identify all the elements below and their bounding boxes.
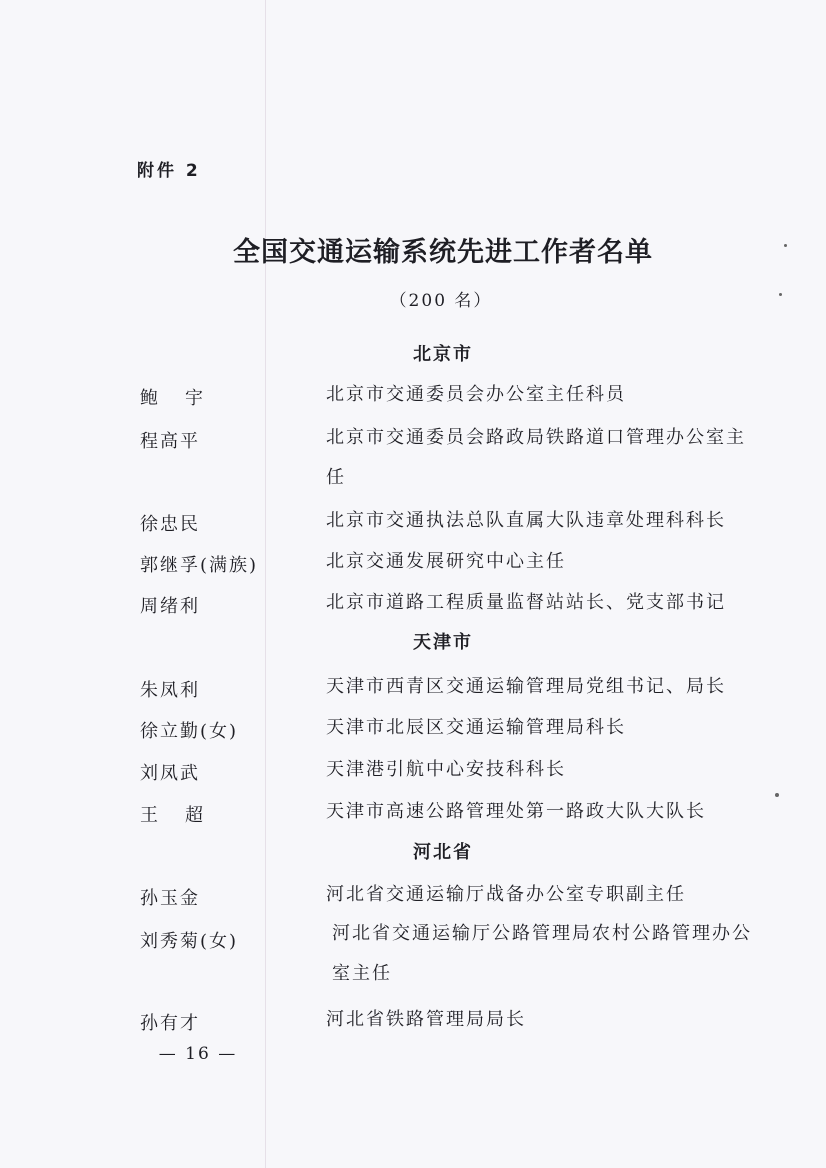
scan-speck — [779, 293, 782, 296]
person-name: 朱凤利 — [140, 680, 200, 701]
attachment-label: 附件 2 — [137, 161, 201, 181]
person-position: 北京市交通委员会路政局铁路道口管理办公室主任 — [326, 427, 746, 488]
person-position: 河北省交通运输厅公路管理局农村公路管理办公室主任 — [332, 923, 752, 984]
person-position: 天津市北辰区交通运输管理局科长 — [326, 717, 626, 738]
person-name: 徐忠民 — [140, 514, 200, 535]
page-fold-line — [265, 0, 266, 1168]
honoree-count: （200 名） — [389, 291, 493, 311]
section-heading-hebei: 河北省 — [413, 842, 473, 863]
person-position: 河北省铁路管理局局长 — [326, 1009, 526, 1030]
page-number: — 16 — — [158, 1044, 238, 1064]
person-name: 程高平 — [140, 431, 200, 452]
person-position: 北京市交通委员会办公室主任科员 — [326, 384, 626, 405]
person-position: 北京市道路工程质量监督站站长、党支部书记 — [326, 592, 726, 613]
person-name: 孙有才 — [140, 1013, 200, 1034]
person-name: 孙玉金 — [140, 888, 200, 909]
person-position: 北京交通发展研究中心主任 — [326, 551, 566, 572]
person-name: 郭继孚(满族) — [140, 555, 259, 576]
person-name: 王超 — [140, 805, 230, 826]
person-name: 鲍宇 — [140, 388, 230, 409]
scan-speck — [784, 244, 787, 247]
section-heading-beijing: 北京市 — [413, 344, 473, 365]
person-name: 刘秀菊(女) — [140, 931, 239, 952]
person-position: 河北省交通运输厅战备办公室专职副主任 — [326, 884, 686, 905]
scan-speck — [775, 793, 779, 797]
person-name: 周绪利 — [140, 596, 200, 617]
document-title: 全国交通运输系统先进工作者名单 — [233, 237, 653, 268]
person-position: 北京市交通执法总队直属大队违章处理科科长 — [326, 510, 726, 531]
person-name: 刘凤武 — [140, 763, 200, 784]
person-position: 天津市高速公路管理处第一路政大队大队长 — [326, 801, 706, 822]
person-position: 天津港引航中心安技科科长 — [326, 759, 566, 780]
person-name: 徐立勤(女) — [140, 721, 239, 742]
section-heading-tianjin: 天津市 — [413, 632, 473, 653]
person-position: 天津市西青区交通运输管理局党组书记、局长 — [326, 676, 726, 697]
